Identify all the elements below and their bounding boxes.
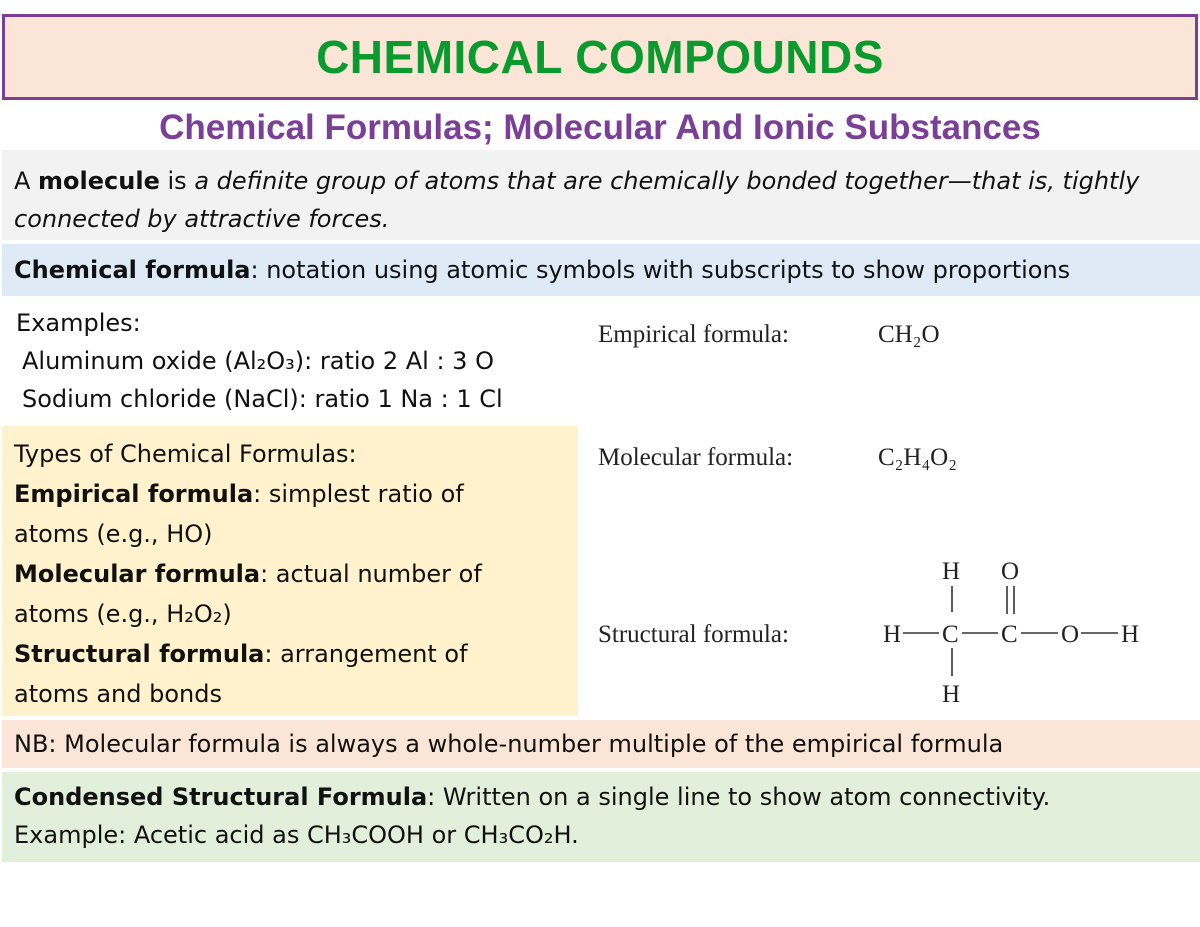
page-title: CHEMICAL COMPOUNDS — [316, 31, 884, 83]
type-item-molecular-cont: atoms (e.g., H₂O₂) — [14, 600, 232, 628]
atom-h-right: H — [1121, 621, 1140, 648]
definition-lead: A — [14, 167, 39, 195]
definition-term: molecule — [38, 167, 160, 195]
chemical-formula-definition — [2, 244, 1200, 296]
structural-label: Structural formula: — [598, 621, 789, 648]
chemical-formula-term: Chemical formula — [14, 256, 251, 284]
condensed-definition — [14, 778, 1186, 816]
definition-text: a definite group of atoms that are chemically bonded together—that is, tightly connected by attractive forces. — [14, 167, 1140, 233]
condensed-example: Example: Acetic acid as CH₃COOH or CH₃CO₂H. — [14, 821, 579, 849]
empirical-formula: CH₂O — [878, 321, 940, 348]
type-item-empirical-cont: atoms (e.g., HO) — [14, 520, 213, 548]
types-heading: Types of Chemical Formulas: — [14, 440, 357, 468]
type-item-structural — [14, 634, 566, 674]
condensed-term: Condensed Structural Formula — [14, 783, 428, 811]
page-subtitle: Chemical Formulas; Molecular And Ionic Substances — [159, 108, 1041, 147]
type-item-structural-cont: atoms and bonds — [14, 680, 222, 708]
type-term: Molecular formula — [14, 560, 261, 588]
examples-block — [2, 302, 580, 420]
atom-h-bottom: H — [942, 681, 961, 708]
molecular-formula: C₂H₄O₂ — [878, 444, 957, 471]
molecule-definition — [2, 150, 1200, 240]
type-term: Empirical formula — [14, 480, 254, 508]
type-text: : arrangement of — [264, 640, 468, 668]
definition-mid: is — [159, 167, 195, 195]
type-item-molecular — [14, 554, 566, 594]
type-term: Structural formula — [14, 640, 265, 668]
condensed-formula-box — [2, 772, 1200, 862]
atom-c1: C — [942, 621, 959, 648]
atom-h-left: H — [883, 621, 902, 648]
formula-figure — [580, 302, 1156, 722]
type-text: : actual number of — [260, 560, 482, 588]
molecular-label: Molecular formula: — [598, 444, 794, 471]
example-item-aluminum-oxide: Aluminum oxide (Al₂O₃): ratio 2 Al : 3 O — [22, 347, 494, 375]
atom-h-top: H — [942, 558, 961, 585]
formula-figure-svg — [580, 302, 1156, 722]
condensed-text: : Written on a single line to show atom connectivity. — [427, 783, 1051, 811]
nb-note: NB: Molecular formula is always a whole-number multiple of the empirical formula — [2, 720, 1200, 768]
chemical-formula-text: : notation using atomic symbols with subscripts to show proportions — [250, 256, 1071, 284]
type-text: : simplest ratio of — [253, 480, 464, 508]
formula-types-box — [2, 426, 578, 716]
atom-o-double: O — [1001, 558, 1020, 585]
examples-heading: Examples: — [16, 309, 141, 337]
type-item-empirical — [14, 474, 566, 514]
atom-o-single: O — [1061, 621, 1080, 648]
example-item-sodium-chloride: Sodium chloride (NaCl): ratio 1 Na : 1 Cl — [22, 385, 503, 413]
empirical-label: Empirical formula: — [598, 321, 789, 348]
atom-c2: C — [1001, 621, 1018, 648]
title-banner — [2, 14, 1198, 100]
